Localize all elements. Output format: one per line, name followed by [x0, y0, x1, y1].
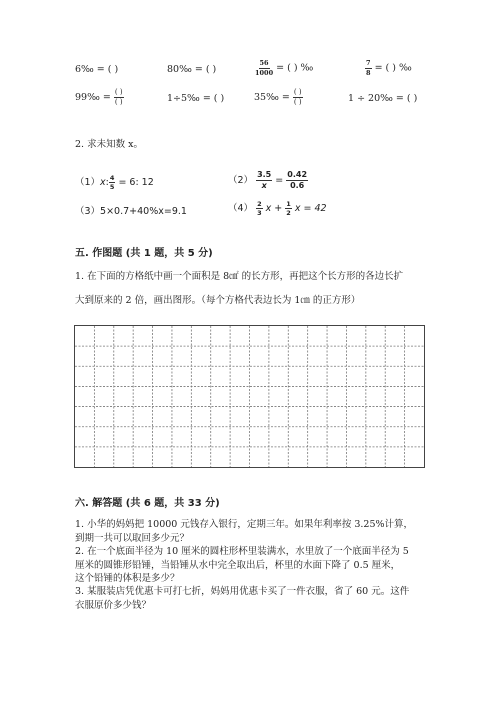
row2-item2: 1÷5‰ = ( ): [167, 93, 225, 104]
section2-title: 2. 求未知数 x。: [75, 139, 143, 150]
equation-2-left-fraction: $\frac{3.5}{x}$: [257, 170, 272, 190]
row1-item3: $\frac{56}{1000}$ = ( ) ‰: [255, 59, 314, 77]
equation-4-fraction-2: $\frac{1}{2}$: [286, 199, 291, 217]
question-3: 3. 某服装店凭优惠卡可打七折，妈妈用优惠卡买了一件衣服，省了 60 元。这件 衣服原价多少钱？: [75, 586, 410, 611]
row2-item3: 35‰ = $\frac{( )}{( )}$: [254, 88, 302, 106]
equation-2: （2） $\frac{3.5}{x}$ = $\frac{0.42}{0.6}$: [228, 170, 308, 190]
equation-1: （1）x: $\frac{4}{5}$ = 6: 12: [75, 173, 154, 191]
equation-4: （4） $\frac{2}{3}$ x + $\frac{1}{2}$ x = 42: [228, 199, 327, 217]
section5-title: 五. 作图题 (共 1 题，共 5 分): [75, 248, 213, 259]
equation-4-fraction-1: $\frac{2}{3}$: [257, 199, 262, 217]
row1-item4: $\frac{7}{8}$ = ( ) ‰: [366, 59, 412, 77]
equation-2-right-fraction: $\frac{0.42}{0.6}$: [287, 170, 308, 190]
row1-item1: 6‰ = ( ): [75, 64, 119, 75]
row2-item4: 1 ÷ 20‰ = ( ): [348, 93, 418, 104]
grid-lines: [75, 326, 424, 467]
grid-paper[interactable]: [74, 325, 425, 468]
section6-title: 六. 解答题 (共 6 题，共 33 分): [75, 498, 220, 509]
question-1: 1. 小华的妈妈把 10000 元钱存入银行，定期三年。如果年利率按 3.25%计算， 到期一共可以取回多少元？: [75, 519, 414, 544]
section5-question-line1: 1. 在下面的方格纸中画一个面积是 8㎠ 的长方形，再把这个长方形的各边长扩: [75, 271, 404, 282]
row1-item2: 80‰ = ( ): [167, 64, 217, 75]
row2-item1: 99‰ = $\frac{( )}{( )}$: [75, 88, 123, 106]
equation-3: （3）5×0.7+40%x=9.1: [75, 206, 187, 217]
row2-item3-fraction: $\frac{( )}{( )}$: [293, 88, 302, 106]
row2-item1-fraction: $\frac{( )}{( )}$: [114, 88, 123, 106]
section5-question-line2: 大到原来的 2 倍，画出图形。（每个方格代表边长为 1㎝ 的正方形）: [75, 295, 361, 306]
row1-item4-fraction: $\frac{7}{8}$: [366, 59, 371, 77]
row1-item3-fraction: $\frac{56}{1000}$: [255, 59, 274, 77]
equation-1-fraction: $\frac{4}{5}$: [109, 173, 115, 191]
question-2: 2. 在一个底面半径为 10 厘米的圆柱形杯里装满水，水里放了一个底面半径为 5 厘米的圆锥形铅锤，当铅锤从水中完全取出后，杯里的水面下降了 0.5 厘米， 这个铅锤的体积是多少？: [75, 546, 409, 584]
